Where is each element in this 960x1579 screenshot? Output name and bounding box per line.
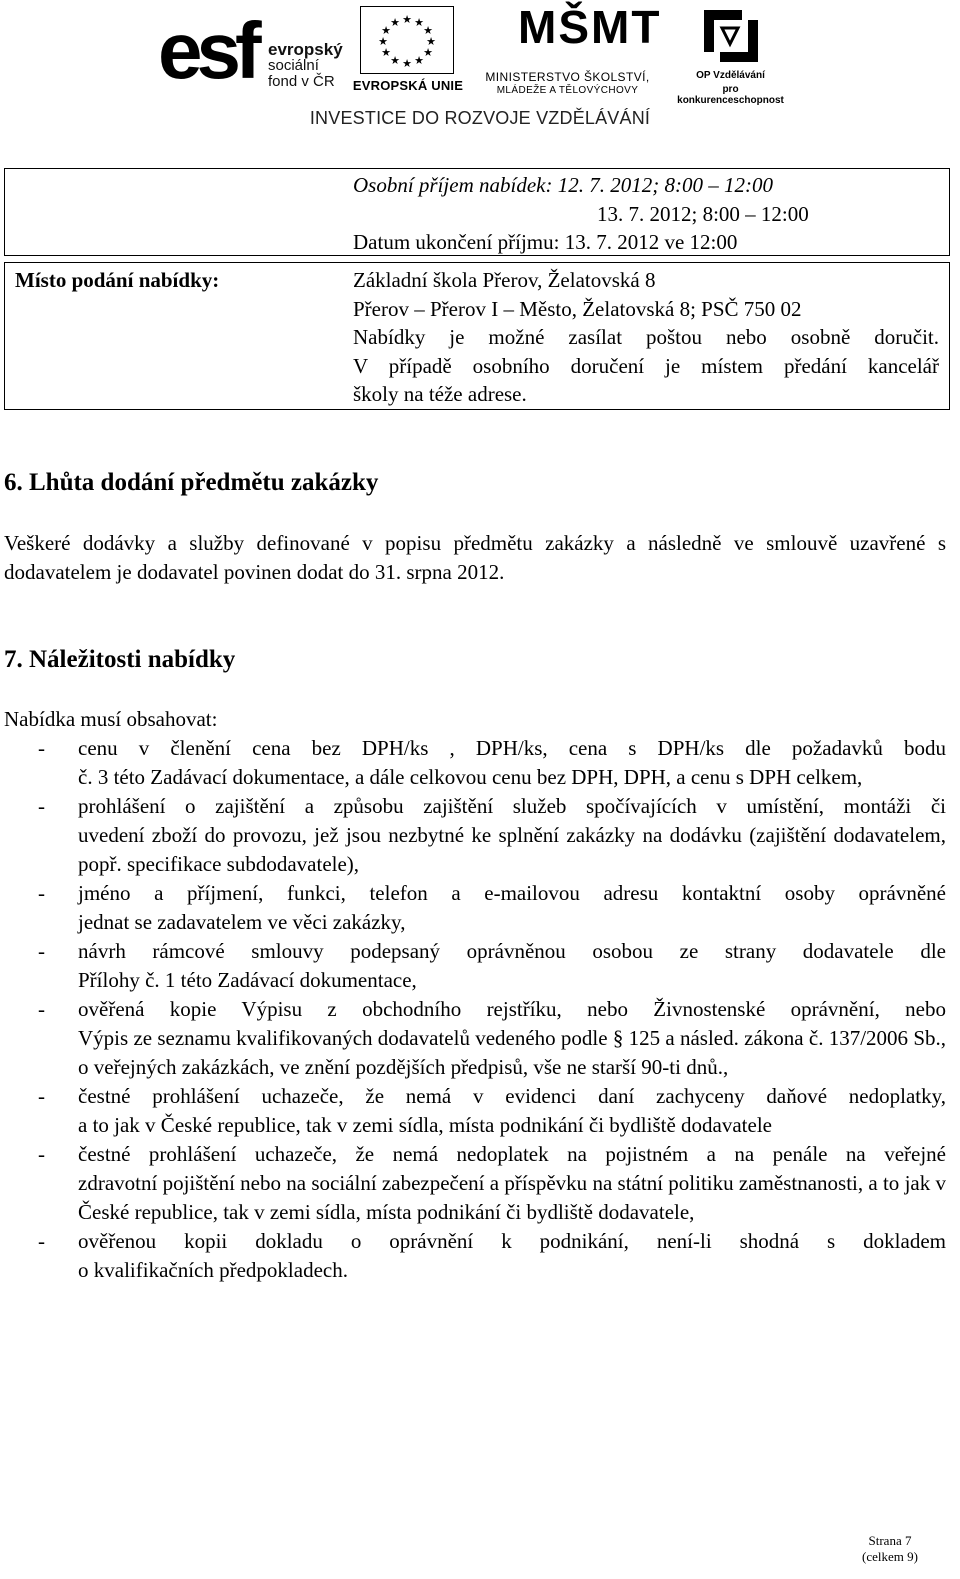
list-item: - ověřená kopie Výpisu z obchodního rejstříku, nebo Živnostenské oprávnění, nebo Výpis ze seznamu kvalifikovaných dodavatelů vedeného podle § 125 a násled. zákona č. 137/2006 Sb., o veřejných zakázkách, ve znění pozdějších předpisů, vše ne starší 90-ti dnů., <box>38 997 946 1079</box>
esf-line2: sociální <box>268 57 319 74</box>
misto-line3: Nabídky je možné zasílat poštou nebo osobně doručit. <box>353 325 939 349</box>
msmt-line1: MINISTERSTVO ŠKOLSTVÍ, <box>485 70 650 84</box>
svg-text:★: ★ <box>402 57 412 70</box>
esf-line3: fond v ČR <box>268 73 335 90</box>
list-item: - jméno a příjmení, funkci, telefon a e-mailovou adresu kontaktní osoby oprávněné jednat se zadavatelem ve věci zakázky, <box>38 881 946 934</box>
list-item: - čestné prohlášení uchazeče, že nemá v evidenci daní zachyceny daňové nedoplatky, a to jak v České republice, tak v zemi sídla, místa podnikání či bydliště dodavatele <box>38 1084 946 1137</box>
table-row-misto <box>4 262 950 410</box>
esf-text <box>268 42 343 90</box>
eu-logo <box>352 6 462 98</box>
section-7-heading: 7. Náležitosti nabídky <box>4 646 236 673</box>
svg-text:★: ★ <box>402 13 412 26</box>
esf-mark: esf <box>158 6 256 95</box>
list-item: - ověřenou kopii dokladu o oprávnění k podnikání, není-li shodná s dokladem o kvalifikačních předpokladech. <box>38 1229 946 1282</box>
esf-logo <box>158 8 348 98</box>
prijem-line1: Osobní příjem nabídek: 12. 7. 2012; 8:00 – 12:00 <box>353 173 773 197</box>
list-item: - návrh rámcové smlouvy podepsaný oprávněnou osobou ze strany dodavatele dle Přílohy č. 1 této Zadávací dokumentace, <box>38 939 946 992</box>
svg-text:★: ★ <box>423 46 433 59</box>
investice-banner: INVESTICE DO ROZVOJE VZDĚLÁVÁNÍ <box>309 108 651 128</box>
svg-text:★: ★ <box>390 54 400 67</box>
msmt-line2: MLÁDEŽE A TĚLOVÝCHOVY <box>496 85 639 96</box>
eu-label: EVROPSKÁ UNIE <box>352 78 464 93</box>
msmt-logo <box>470 1 665 100</box>
op-vk-icon <box>700 6 762 66</box>
msmt-mark: MŠMT <box>518 1 662 53</box>
svg-text:★: ★ <box>423 24 433 37</box>
prijem-line2: 13. 7. 2012; 8:00 – 12:00 <box>597 201 809 226</box>
page-footer <box>840 1533 940 1565</box>
op-line1: OP Vzdělávání <box>696 70 765 81</box>
section-7-intro: Nabídka musí obsahovat: <box>4 707 218 731</box>
misto-line1: Základní škola Přerov, Želatovská 8 <box>353 268 656 292</box>
misto-label: Místo podání nabídky: <box>15 268 220 292</box>
misto-cell <box>353 266 939 409</box>
misto-line5: školy na téže adrese. <box>353 382 527 406</box>
svg-text:★: ★ <box>381 24 391 37</box>
list-item: - prohlášení o zajištění a způsobu zajištění služeb spočívajících v umístění, montáži či uvedení zboží do provozu, jež jsou nezbytné ke splnění zakázky na dodávku (zajištění dodavatelem, popř. specifikace subdodavatele), <box>38 794 946 876</box>
table-row-prijem <box>4 168 950 256</box>
logo-header <box>0 0 960 140</box>
prijem-cell <box>353 171 809 257</box>
misto-line4: V případě osobního doručení je místem předání kancelář <box>353 353 939 378</box>
svg-text:★: ★ <box>381 46 391 59</box>
svg-text:★: ★ <box>414 16 424 29</box>
section-6-heading: 6. Lhůta dodání předmětu zakázky <box>4 469 379 496</box>
page-number: Strana 7 <box>868 1533 912 1548</box>
svg-text:★: ★ <box>426 35 436 48</box>
list-item: - cenu v členění cena bez DPH/ks , DPH/ks, cena s DPH/ks dle požadavků bodu č. 3 této Zadávací dokumentace, a dále celkovou cenu bez DPH, DPH, a cenu s DPH celkem, <box>38 736 946 789</box>
list-item: - čestné prohlášení uchazeče, že nemá nedoplatek na pojistném a na penále na veřejné zdravotní pojištění nebo na sociální zabezpečení a příspěvku na státní politiku zaměstnanosti, a to jak v České republice, tak v zemi sídla, místa podnikání či bydliště dodavatele, <box>38 1142 946 1224</box>
page-total: (celkem 9) <box>862 1549 918 1564</box>
op-line2: pro konkurenceschopnost <box>677 84 784 106</box>
requirements-list <box>4 734 946 1285</box>
section-6-text: Veškeré dodávky a služby definované v popisu předmětu zakázky a následně ve smlouvě uzavřené s dodavatelem je dodavatel povinen dodat do 31. srpna 2012. <box>4 531 946 584</box>
svg-text:★: ★ <box>414 54 424 67</box>
svg-text:★: ★ <box>390 16 400 29</box>
svg-text:★: ★ <box>378 35 388 48</box>
misto-line2: Přerov – Přerov I – Město, Želatovská 8; PSČ 750 02 <box>353 296 802 321</box>
prijem-line3: Datum ukončení příjmu: 13. 7. 2012 ve 12:00 <box>353 230 738 254</box>
esf-line1: evropský <box>268 40 343 59</box>
op-logo <box>668 6 793 106</box>
eu-flag-icon <box>360 6 454 74</box>
